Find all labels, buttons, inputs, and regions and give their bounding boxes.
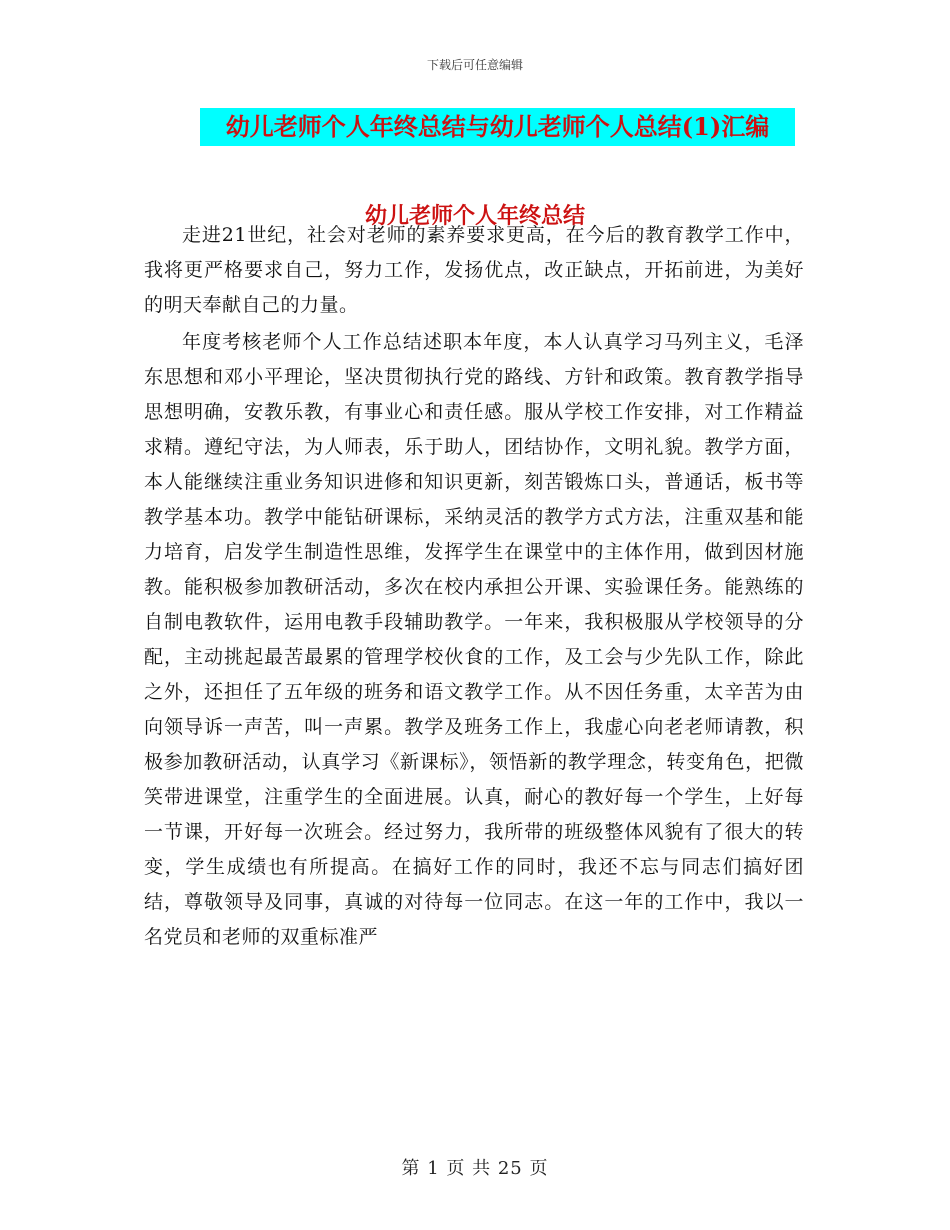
page-number: 第 1 页 共 25 页 [401, 1158, 549, 1179]
document-body [144, 218, 804, 955]
body-paragraph: 年度考核老师个人工作总结述职本年度，本人认真学习马列主义，毛泽东思想和邓小平理论，坚决贯彻执行党的路线、方针和政策。教育教学指导思想明确，安教乐教，有事业心和责任感。服从学校工作安排，对工作精益求精。遵纪守法，为人师表，乐于助人，团结协作，文明礼貌。教学方面，本人能继续注重业务知识进修和知识更新，刻苦锻炼口头，普通话，板书等教学基本功。教学中能钻研课标，采纳灵活的教学方式方法，注重双基和能力培育，启发学生制造性思维，发挥学生在课堂中的主体作用，做到因材施教。能积极参加教研活动，多次在校内承担公开课、实验课任务。能熟练的自制电教软件，运用电教手段辅助教学。一年来，我积极服从学校领导的分配，主动挑起最苦最累的管理学校伙食的工作，及工会与少先队工作，除此之外，还担任了五年级的班务和语文教学工作。从不因任务重，太辛苦为由向领导诉一声苦，叫一声累。教学及班务工作上，我虚心向老老师请教，积极参加教研活动，认真学习《新课标》，领悟新的教学理念，转变角色，把微笑带进课堂，注重学生的全面进展。认真，耐心的教好每一个学生，上好每一节课，开好每一次班会。经过努力，我所带的班级整体风貌有了很大的转变，学生成绩也有所提高。在搞好工作的同时，我还不忘与同志们搞好团结，尊敬领导及同事，真诚的对待每一位同志。在这一年的工作中，我以一名党员和老师的双重标准严 [144, 331, 804, 948]
download-note: 下载后可任意编辑 [426, 58, 523, 72]
section-title: 幼儿老师个人年终总结 [364, 203, 585, 229]
document-title: 幼儿老师个人年终总结与幼儿老师个人总结(1)汇编 [200, 108, 795, 146]
body-paragraph: 走进21世纪，社会对老师的素养要求更高，在今后的教育教学工作中，我将更严格要求自己，努力工作，发扬优点，改正缺点，开拓前进，为美好的明天奉献自己的力量。 [144, 224, 804, 316]
